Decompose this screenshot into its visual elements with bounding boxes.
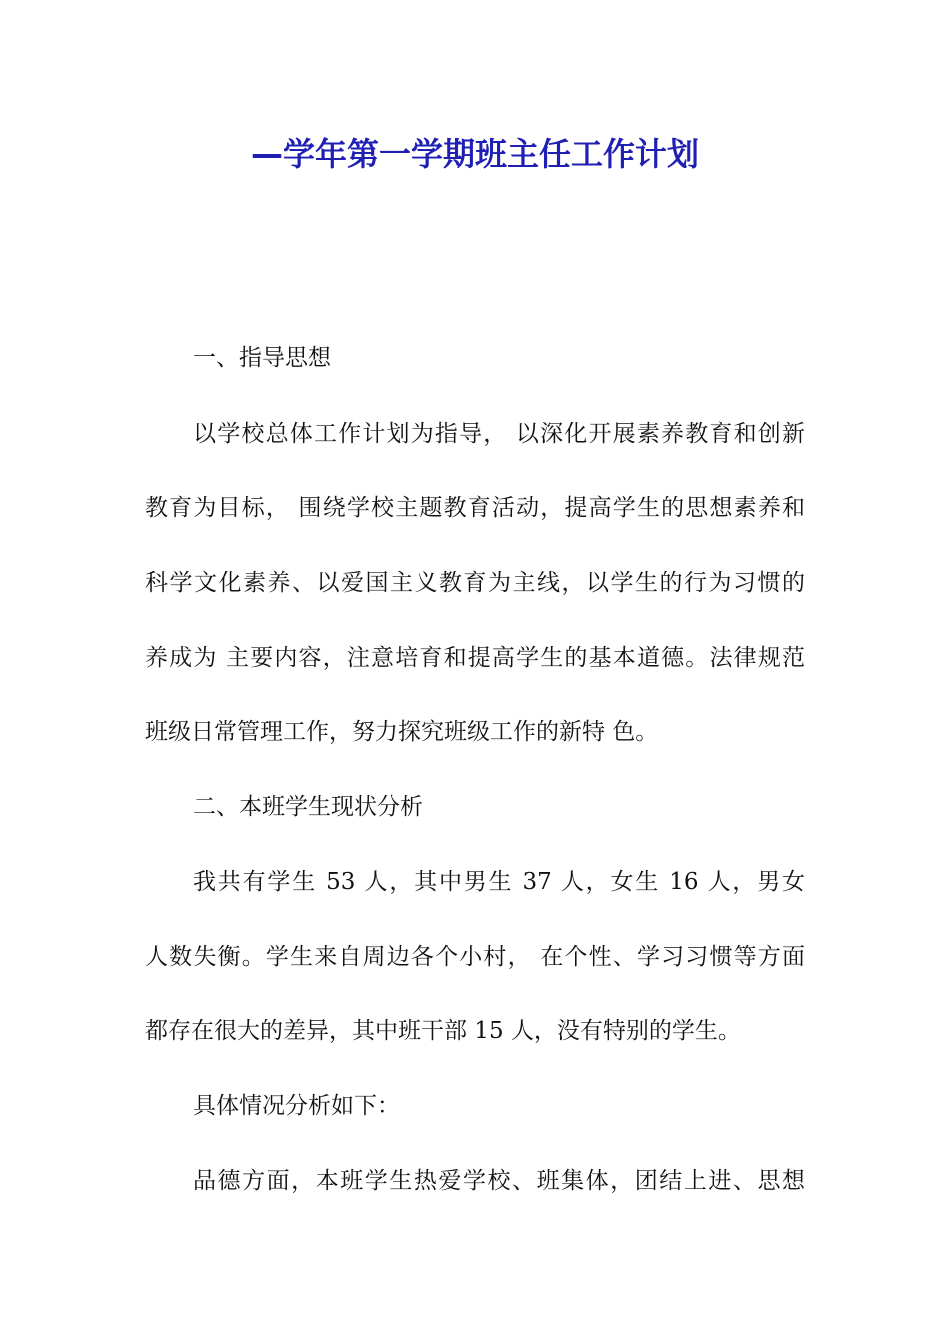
paragraph-line: 品德方面，本班学生热爱学校、班集体，团结上进、思想 [193, 1168, 805, 1194]
paragraph-line: 人数失衡。学生来自周边各个小村， 在个性、学习习惯等方面 [145, 944, 805, 970]
paragraph-line: 科学文化素养、以爱国主义教育为主线，以学生的行为习惯的 [145, 570, 805, 596]
section-heading-class-analysis: 二、本班学生现状分析 [193, 794, 423, 820]
document-title: —学年第一学期班主任工作计划 [250, 135, 699, 173]
paragraph-line: 都存在很大的差异，其中班干部 15 人，没有特别的学生。 [145, 1018, 741, 1044]
paragraph-line: 班级日常管理工作，努力探究班级工作的新特 色。 [145, 719, 659, 745]
paragraph-line: 具体情况分析如下： [193, 1093, 400, 1119]
paragraph-line: 以学校总体工作计划为指导， 以深化开展素养教育和创新 [193, 421, 805, 447]
paragraph-line: 我共有学生 53 人，其中男生 37 人，女生 16 人，男女 [193, 869, 805, 895]
paragraph-line: 养成为 主要内容，注意培育和提高学生的基本道德。法律规范 [145, 645, 805, 671]
paragraph-line: 教育为目标， 围绕学校主题教育活动，提高学生的思想素养和 [145, 495, 805, 521]
section-heading-guiding-thought: 一、指导思想 [193, 345, 331, 371]
